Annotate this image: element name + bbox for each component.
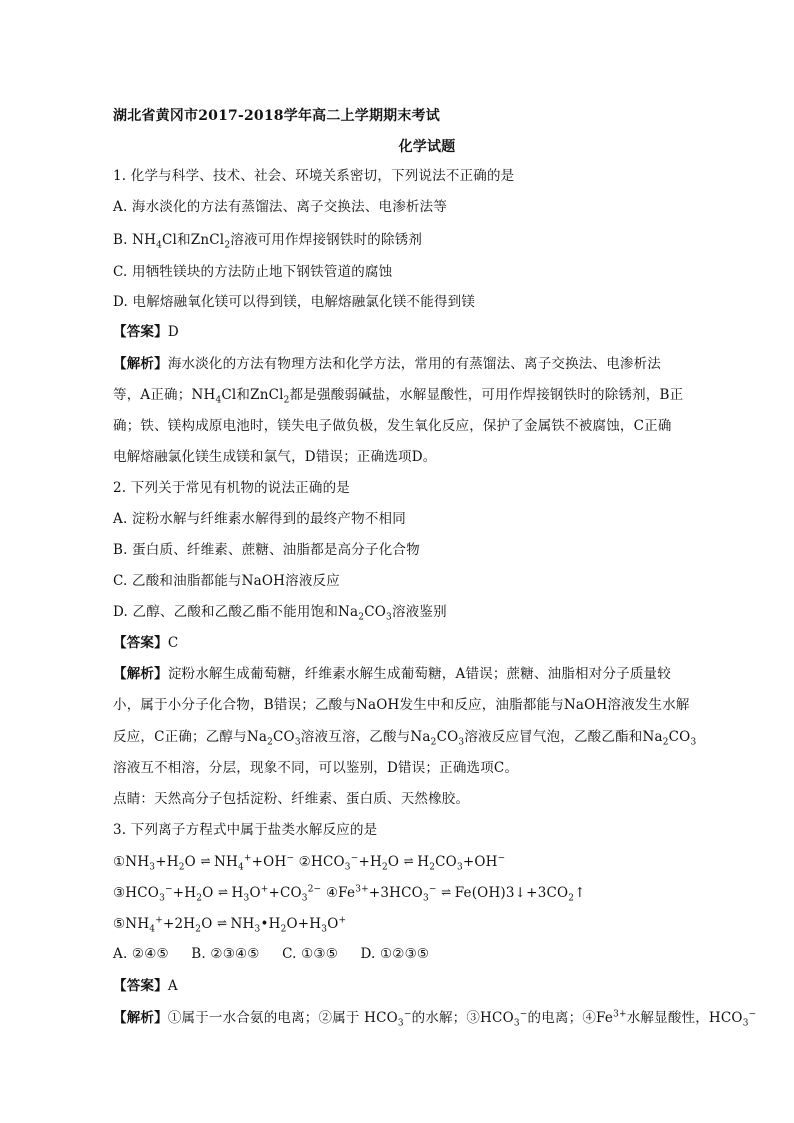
q1-answer: 【答案】D	[113, 324, 179, 340]
equilibrium-arrow-icon: ⇌	[217, 885, 228, 899]
q3-answer: 【答案】A	[113, 978, 178, 994]
q2-tip: 点睛：天然高分子包括淀粉、纤维素、蛋白质、天然橡胶。	[113, 791, 470, 807]
equilibrium-arrow-icon: ⇌	[200, 854, 210, 868]
q1-analysis-line-1: 【解析】海水淡化的方法有物理方法和化学方法，常用的有蒸馏法、离子交换法、电渗析法	[113, 356, 662, 372]
q1-analysis-line-4: 电解熔融氯化镁生成镁和氯气，D错误；正确选项D。	[113, 449, 437, 465]
equilibrium-arrow-icon: ⇌	[216, 916, 227, 930]
q1-option-a: A. 海水淡化的方法有蒸馏法、离子交换法、电渗析法等	[113, 199, 448, 215]
q2-option-d: D. 乙醇、乙酸和乙酸乙酯不能用饱和$Na_2CO_3$溶液鉴别	[113, 604, 447, 623]
q2-analysis-line-2: 小，属于小分子化合物，B错误；乙酸与NaOH发生中和反应，油脂都能与NaOH溶液发生水解	[113, 697, 690, 713]
q1-option-d: D. 电解熔融氧化镁可以得到镁，电解熔融氯化镁不能得到镁	[113, 294, 476, 310]
q2-answer: 【答案】C	[113, 635, 179, 651]
q2-analysis-line-4: 溶液互不相溶，分层，现象不同，可以鉴别，D错误；正确选项C。	[113, 760, 519, 776]
q3-equation-5: $⑤NH_4^++2H_2O$ ⇌ $NH_3•H_2O+H_3O^+$	[113, 913, 693, 934]
q2-analysis-line-3: 反应，C正确；乙醇与$Na_2CO_3$溶液互溶，乙酸与$Na_2CO_3$溶液反应冒气泡，乙酸乙酯和$Na_2CO_3$	[113, 729, 697, 748]
equilibrium-arrow-icon: ⇌	[441, 885, 451, 899]
q3-stem: 3. 下列离子方程式中属于盐类水解反应的是	[113, 822, 378, 838]
q2-option-a: A. 淀粉水解与纤维素水解得到的最终产物不相同	[113, 511, 406, 527]
q1-option-b: B. $NH_4Cl$和ZnCl$_2$溶液可用作焊接钢铁时的除锈剂	[113, 232, 423, 251]
q3-equations-1-2: $①NH_3+H_2O$ ⇌ $NH_4^++OH^-$ $②HCO_3^-+H_2O$ ⇌ $H_2CO_3+OH^-$	[113, 851, 693, 872]
exam-title: 湖北省黄冈市2017-2018学年高二上学期期末考试	[113, 108, 440, 124]
q3-analysis-line-1: 【解析】①属于一水合氨的电离；②属于 $HCO_3^-$的水解；$③HCO_3^-$的电离；$④Fe^{3+}$水解显酸性，$HCO_3^-$	[113, 1009, 757, 1029]
q2-option-c: C. 乙酸和油脂都能与NaOH溶液反应	[113, 573, 340, 589]
q1-option-c: C. 用牺牲镁块的方法防止地下钢铁管道的腐蚀	[113, 264, 393, 280]
q1-stem: 1. 化学与科学、技术、社会、环境关系密切，下列说法不正确的是	[113, 168, 515, 184]
q3-options: A. ②④⑤ B. ②③④⑤ C. ①③⑤ D. ①②③⑤	[113, 946, 430, 962]
q2-analysis-line-1: 【解析】淀粉水解生成葡萄糖，纤维素水解生成葡萄糖，A错误；蔗糖、油脂相对分子质量较	[113, 666, 671, 682]
equilibrium-arrow-icon: ⇌	[403, 854, 413, 868]
q2-option-b: B. 蛋白质、纤维素、蔗糖、油脂都是高分子化合物	[113, 542, 420, 558]
exam-subtitle: 化学试题	[398, 139, 456, 155]
q2-stem: 2. 下列关于常见有机物的说法正确的是	[113, 480, 350, 496]
q3-equations-3-4: $③HCO_3^-+H_2O$ ⇌ $H_3O^++CO_3^{2-}$ $④Fe^{3+}+3HCO_3^-$ ⇌ $Fe(OH)3↓+3CO_2↑$	[113, 882, 693, 903]
q1-analysis-line-3: 确；铁、镁构成原电池时，镁失电子做负极，发生氧化反应，保护了金属铁不被腐蚀，C正确	[113, 418, 672, 434]
q1-analysis-line-2: 等，A正确；$NH_4Cl$和ZnCl$_2$都是强酸弱碱盐，水解显酸性，可用作焊接钢铁时的除锈剂，B正	[113, 387, 684, 406]
